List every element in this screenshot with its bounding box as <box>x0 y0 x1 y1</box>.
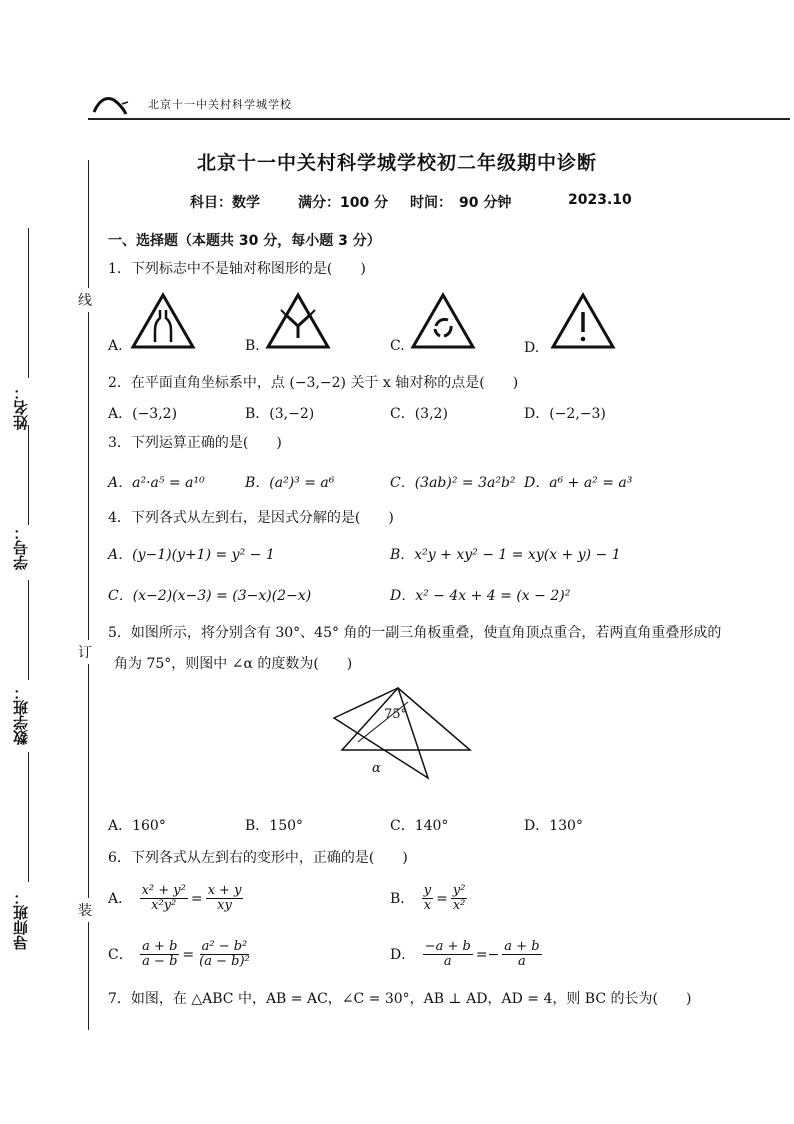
q2-option-a: A．(−3,2) <box>108 406 178 422</box>
q6-c-label: C． <box>108 946 133 963</box>
fig-alpha: α <box>372 761 381 776</box>
q6-d-label: D． <box>390 946 416 963</box>
q6-c-den-right: (a − b)² <box>199 954 250 970</box>
roundabout-sign-icon <box>410 292 476 350</box>
q6-b-den-left: x <box>423 898 432 914</box>
q6-b-num-left: y <box>423 883 432 898</box>
q6-a-fraction-right <box>206 884 244 914</box>
section-heading: 一、选择题（本题共 30 分，每小题 3 分） <box>108 233 381 249</box>
name-label: 姓名： <box>12 385 30 430</box>
warning-sign-icon <box>550 292 616 350</box>
q6-b-fraction-right <box>451 884 468 914</box>
page-title: 北京十一中关村科学城学校初二年级期中诊断 <box>196 152 597 174</box>
q2-option-b: B．(3,−2) <box>245 406 315 422</box>
question-5-line-1: 5．如图所示，将分别含有 30°、45° 角的一副三角板重叠，使直角顶点重合，若两直角重叠形成的 <box>108 625 722 641</box>
q5-option-b: B．150° <box>245 818 304 834</box>
binding-char-ding: 订 <box>78 640 92 664</box>
q6-d-num-left: −a + b <box>424 939 471 954</box>
q5-option-a: A．160° <box>108 818 166 834</box>
q1-option-c: C. <box>390 338 405 354</box>
q6-c-num-right: a² − b² <box>201 939 248 954</box>
q5-option-d: D．130° <box>524 818 583 834</box>
q2-option-c: C．(3,2) <box>390 406 448 422</box>
q6-b-fraction-left <box>422 884 433 914</box>
q1-option-a: A. <box>108 338 123 354</box>
question-5-line-2: 角为 75°，则图中 ∠α 的度数为( ) <box>114 656 353 672</box>
name-underline <box>28 228 29 378</box>
q6-a-fraction-left <box>140 884 188 914</box>
q4-option-c: C．(x−2)(x−3) = (3−x)(2−x) <box>108 588 312 604</box>
question-3: 3．下列运算正确的是( ) <box>108 435 282 451</box>
tutor-class-label: 导师班： <box>12 890 30 950</box>
info-subject: 科目：数学 <box>190 195 260 211</box>
math-class-underline <box>28 580 29 680</box>
q6-c-fraction-left <box>140 940 179 970</box>
triangle-rulers-figure <box>328 684 474 796</box>
q3-option-c: C．(3ab)² = 3a²b² <box>390 475 516 491</box>
q6-a-num-left: x² + y² <box>141 883 186 898</box>
q6-a-label: A． <box>108 890 133 907</box>
id-underline <box>28 425 29 525</box>
y-junction-sign-icon <box>265 292 331 350</box>
info-score: 满分：100 分 <box>298 195 389 211</box>
q6-b-num-right: y² <box>452 883 466 898</box>
question-4: 4．下列各式从左到右，是因式分解的是( ) <box>108 510 394 526</box>
q2-option-d: D．(−2,−3) <box>524 406 606 422</box>
q6-d-num-right: a + b <box>504 939 540 954</box>
q6-c-num-left: a + b <box>142 939 178 954</box>
info-time: 时间： 90 分钟 <box>410 195 512 211</box>
q6-option-a: A． $\frac{\text{x² + y²}}{\text{x²y²}}$ = $\frac{x + y}{xy}$ <box>108 883 242 914</box>
tutor-class-underline <box>28 752 29 882</box>
q3-option-b: B．(a²)³ = a⁶ <box>245 475 335 491</box>
q6-c-den-left: a − b <box>142 954 178 970</box>
q6-d-den-left: a <box>443 954 452 970</box>
q6-option-b: B． $\frac{y}{x}$ = $\frac{\text{y²}}{\text{x²}}$ <box>390 883 466 914</box>
binding-char-xian: 线 <box>78 288 92 312</box>
q6-d-fraction-right <box>502 940 541 970</box>
q3-option-a: A．a²·a⁵ = a¹⁰ <box>108 475 205 491</box>
header-school-name: 北京十一中关村科学城学校 <box>148 98 292 111</box>
q1-option-d: D. <box>524 340 540 356</box>
binding-char-zhuang: 装 <box>78 898 92 922</box>
math-class-label: 数学班： <box>12 685 30 745</box>
road-narrows-sign-icon <box>130 292 196 350</box>
info-date: 2023.10 <box>568 192 632 208</box>
q6-d-fraction-left <box>423 940 473 970</box>
q6-option-d: D． $\frac{-a + b}{a}$ =− $\frac{a + b}{a}$ <box>390 939 540 970</box>
q6-b-den-right: x² <box>452 898 466 914</box>
question-7: 7．如图，在 △ABC 中，AB = AC，∠C = 30°，AB ⊥ AD，AD = 4，则 BC 的长为( ) <box>108 991 692 1007</box>
q6-a-den-right: xy <box>217 898 232 914</box>
q6-c-fraction-right <box>197 940 252 970</box>
school-logo <box>92 92 132 116</box>
q6-d-den-right: a <box>518 954 526 970</box>
header-rule <box>88 118 790 120</box>
q4-option-d: D．x² − 4x + 4 = (x − 2)² <box>390 588 571 604</box>
fig-angle-75: 75° <box>384 707 408 722</box>
q5-option-c: C．140° <box>390 818 449 834</box>
id-label: 学号： <box>12 525 30 570</box>
q6-a-den-left: x²y² <box>151 898 177 914</box>
q1-option-b: B. <box>245 338 260 354</box>
q6-b-label: B． <box>390 890 415 907</box>
question-6: 6．下列各式从左到右的变形中，正确的是( ) <box>108 850 408 866</box>
q4-option-b: B．x²y + xy² − 1 = xy(x + y) − 1 <box>390 547 621 563</box>
question-2: 2．在平面直角坐标系中，点 (−3,−2) 关于 x 轴对称的点是( ) <box>108 375 519 391</box>
q6-option-c: C． $\frac{a + b}{a - b}$ = $\frac{\text{a² − b²}}{\text{(a − b)²}}$ <box>108 939 250 970</box>
question-1: 1．下列标志中不是轴对称图形的是( ) <box>108 261 366 277</box>
q4-option-a: A．(y−1)(y+1) = y² − 1 <box>108 547 275 563</box>
q3-option-d: D．a⁶ + a² = a³ <box>524 475 633 491</box>
q6-a-num-right: x + y <box>207 883 242 898</box>
